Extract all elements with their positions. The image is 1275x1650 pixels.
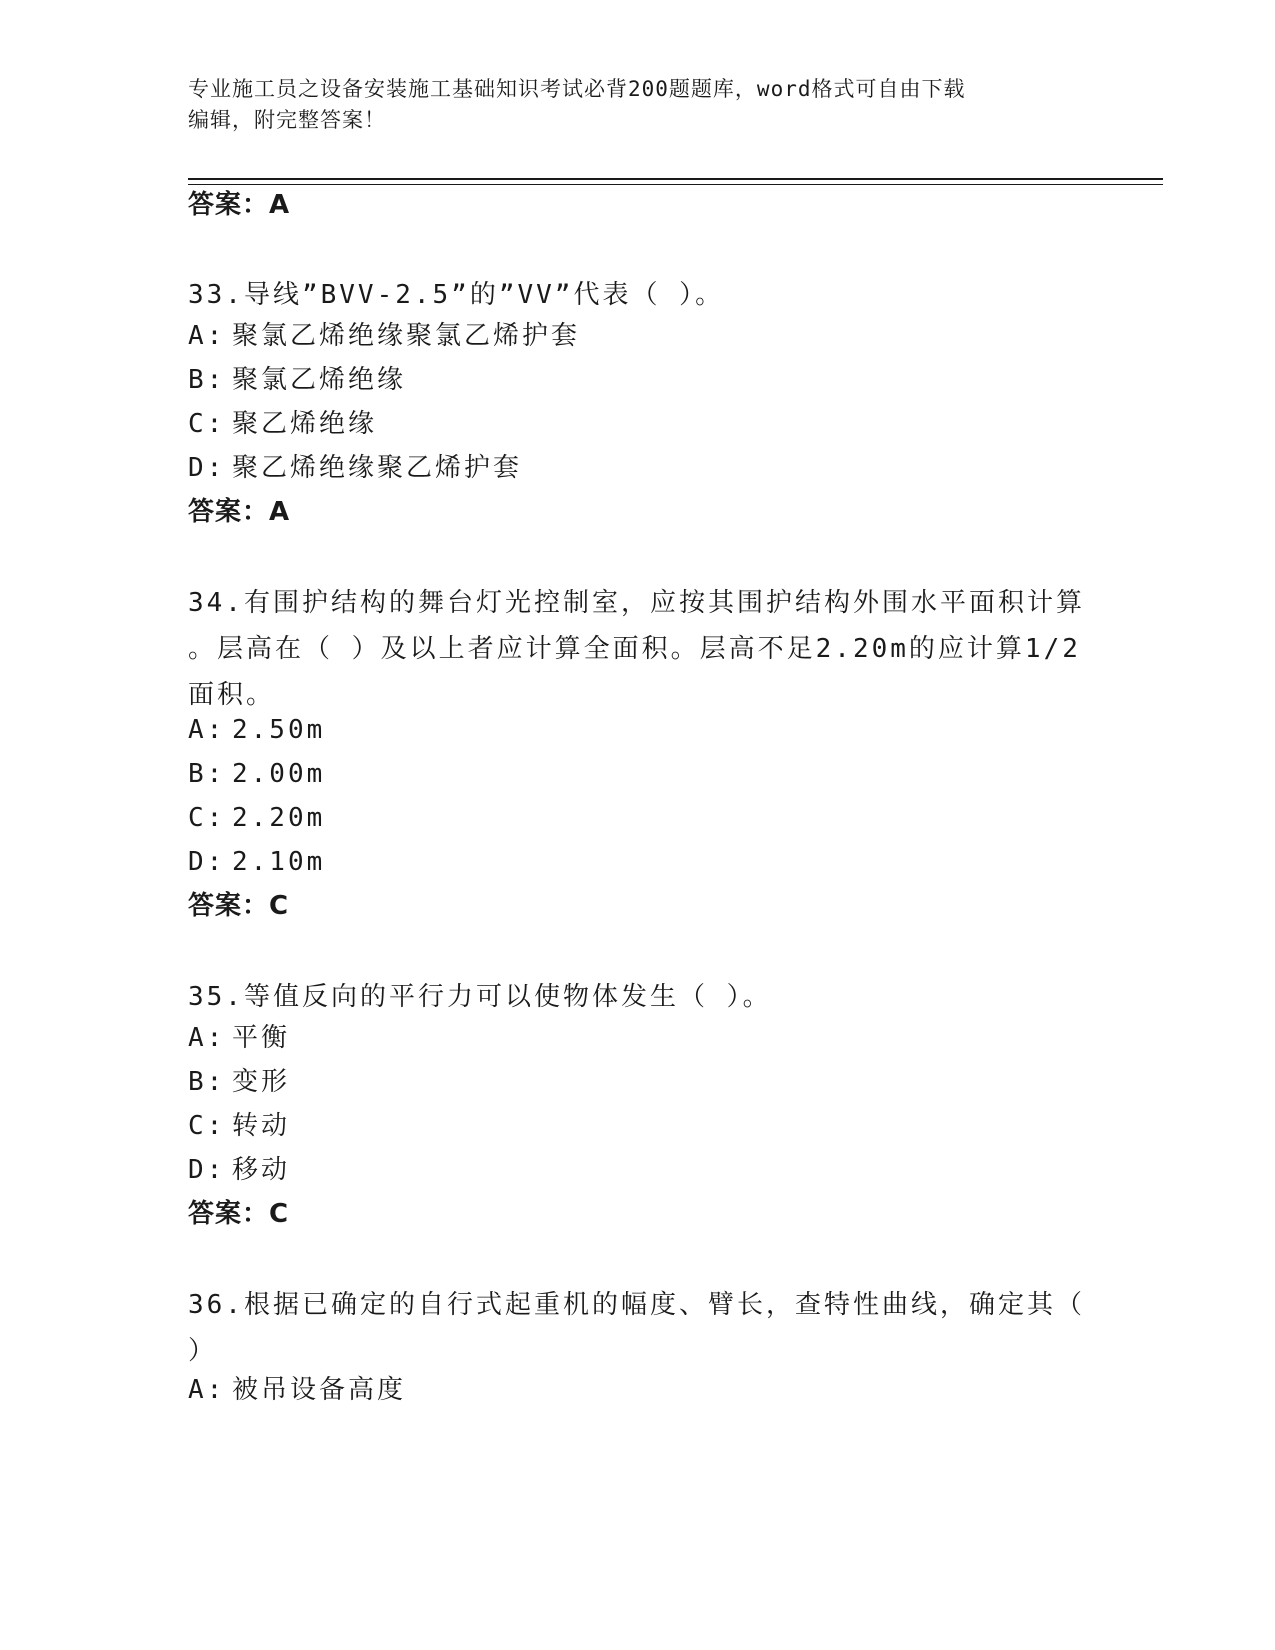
option-letter: B:	[188, 365, 226, 395]
option-text: 被吊设备高度	[232, 1375, 407, 1405]
question-33-option-c	[188, 408, 377, 440]
question-35-option-d	[188, 1154, 290, 1186]
header-rule-thick	[188, 178, 1163, 180]
option-letter: D:	[188, 847, 226, 877]
option-letter: C:	[188, 1111, 226, 1141]
option-text: 聚乙烯绝缘	[232, 409, 378, 439]
header-line-1: 专业施工员之设备安装施工基础知识考试必背200题题库，word格式可自由下载	[188, 77, 966, 101]
question-34-option-c	[188, 802, 325, 834]
option-text: 聚氯乙烯绝缘聚氯乙烯护套	[232, 321, 581, 351]
option-text: 聚氯乙烯绝缘	[232, 365, 407, 395]
option-text: 变形	[232, 1067, 291, 1097]
option-text: 2.00m	[232, 759, 326, 789]
stem-line: 34.有围护结构的舞台灯光控制室，应按其围护结构外围水平面积计算	[188, 588, 1085, 618]
question-35-option-a	[188, 1022, 290, 1054]
question-33-stem: 33.导线”BVV-2.5”的”VV”代表（ ）。	[188, 280, 725, 310]
option-letter: A:	[188, 321, 226, 351]
option-text: 转动	[232, 1111, 291, 1141]
option-text: 2.10m	[232, 847, 326, 877]
option-letter: A:	[188, 715, 226, 745]
option-letter: C:	[188, 409, 226, 439]
stem-line: ）	[188, 1336, 218, 1366]
question-33-answer: 答案：A	[188, 497, 291, 527]
question-34-answer: 答案：C	[188, 891, 290, 921]
question-35-stem: 35.等值反向的平行力可以使物体发生（ ）。	[188, 982, 772, 1012]
option-letter: B:	[188, 1067, 226, 1097]
question-35-option-c	[188, 1110, 290, 1142]
stem-line: 面积。	[188, 680, 276, 710]
header-rule-thin	[188, 184, 1163, 185]
option-text: 2.50m	[232, 715, 326, 745]
question-36-option-a	[188, 1374, 406, 1406]
question-34-option-a	[188, 714, 325, 746]
question-34-option-d	[188, 846, 325, 878]
question-34-stem	[188, 580, 1088, 718]
option-letter: C:	[188, 803, 226, 833]
question-35-option-b	[188, 1066, 290, 1098]
option-text: 移动	[232, 1155, 291, 1185]
option-text: 聚乙烯绝缘聚乙烯护套	[232, 453, 523, 483]
question-33-option-b	[188, 364, 406, 396]
stem-line: 36.根据已确定的自行式起重机的幅度、臂长，查特性曲线，确定其（	[188, 1290, 1085, 1320]
option-text: 2.20m	[232, 803, 326, 833]
header-line-2: 编辑，附完整答案！	[188, 108, 386, 132]
stem-line: 。层高在（ ）及以上者应计算全面积。层高不足2.20m的应计算1/2	[188, 634, 1081, 664]
question-35-answer: 答案：C	[188, 1199, 290, 1229]
option-letter: D:	[188, 1155, 226, 1185]
question-33-option-d	[188, 452, 522, 484]
question-34-option-b	[188, 758, 325, 790]
option-letter: A:	[188, 1023, 226, 1053]
option-text: 平衡	[232, 1023, 291, 1053]
question-36-stem	[188, 1282, 1088, 1374]
option-letter: B:	[188, 759, 226, 789]
option-letter: A:	[188, 1375, 226, 1405]
answer-line: 答案：A	[188, 190, 291, 220]
option-letter: D:	[188, 453, 226, 483]
document-header	[188, 74, 1088, 136]
question-33-option-a	[188, 320, 580, 352]
